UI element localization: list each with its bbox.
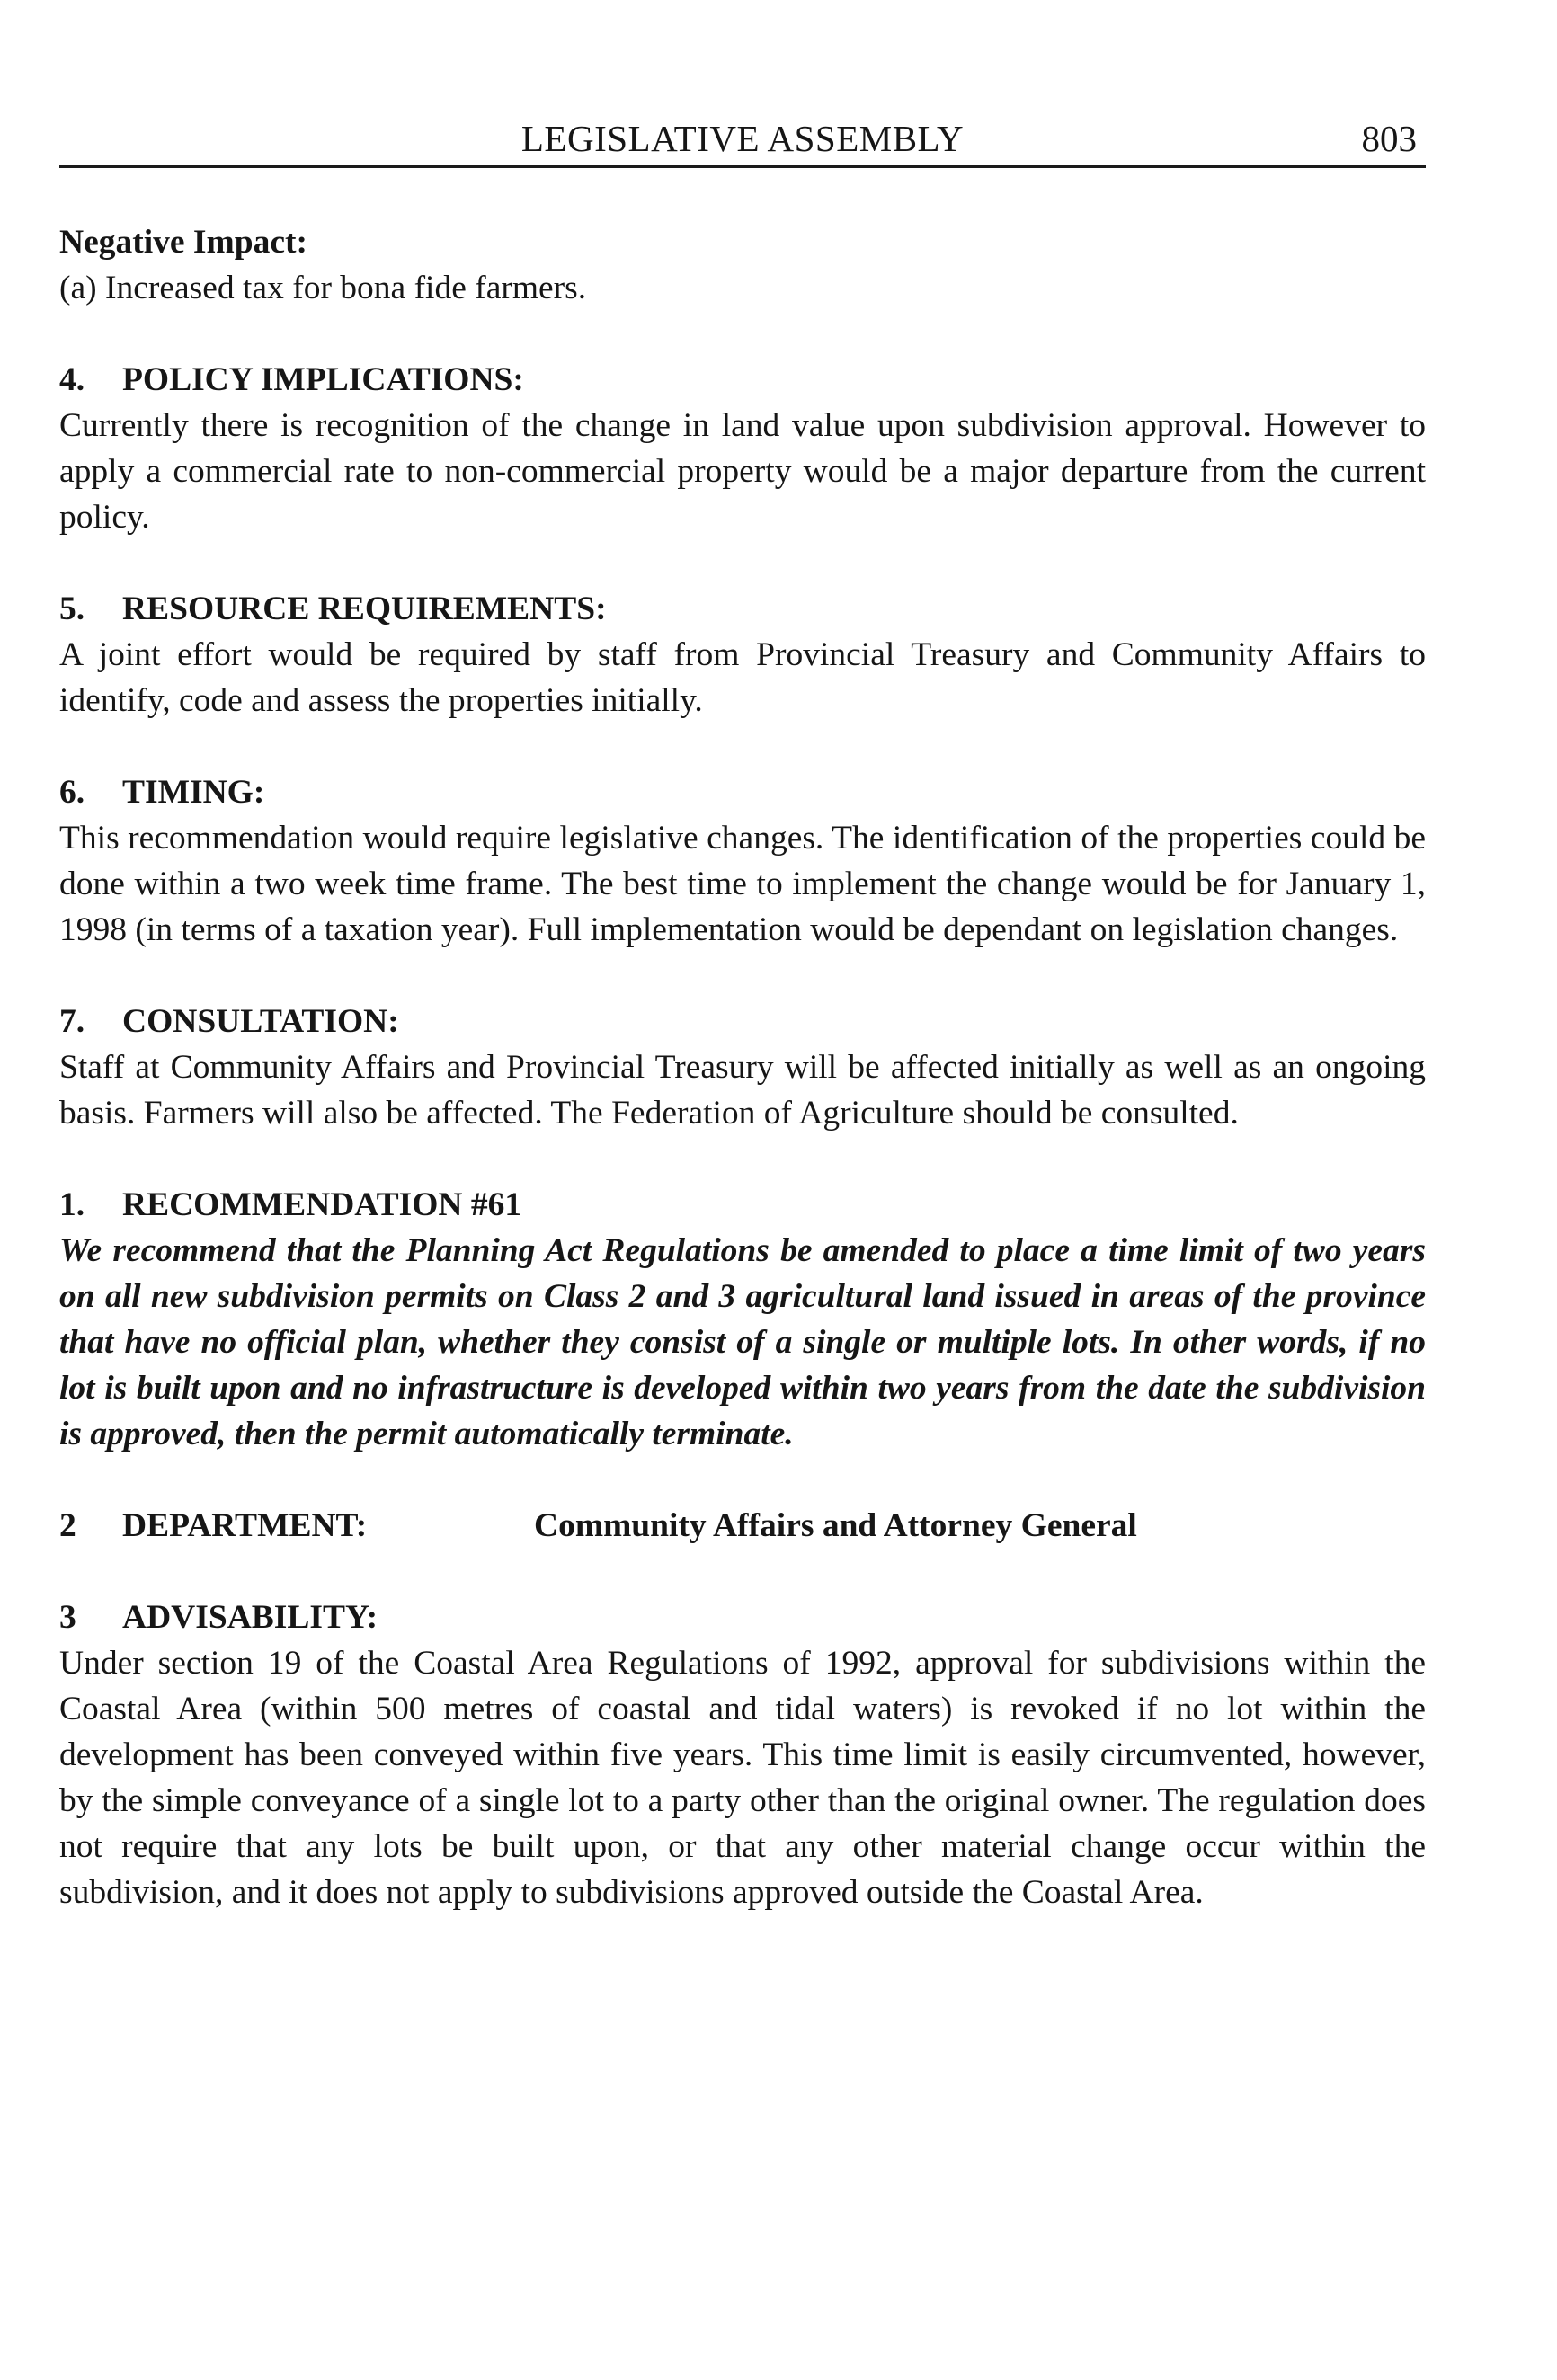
section-consultation	[59, 999, 1426, 1136]
section-recommendation	[59, 1182, 1426, 1457]
section-negative-impact	[59, 219, 1426, 311]
negative-impact-heading: Negative Impact:	[59, 224, 307, 261]
section-number: 6.	[59, 774, 85, 811]
resource-requirements-text: A joint effort would be required by staff from Provincial Treasury and Community Affairs to identify, code and assess the properties initially.	[59, 636, 1426, 719]
body-text	[59, 219, 1426, 1915]
document-page	[59, 108, 1426, 1911]
recommendation-text: We recommend that the Planning Act Regulations be amended to place a time limit of two years on all new subdivision permits on Class 2 and 3 agricultural land issued in areas of the province that have no official plan, whether they consist of a single or multiple lots. In other words, if no lot is built upon and no infrastructure is developed within two years from the date the subdivision is approved, then the permit automatically terminate.	[59, 1232, 1426, 1452]
advisability-heading	[59, 1594, 1426, 1640]
consultation-text: Staff at Community Affairs and Provincial Treasury will be affected initially as well as an ongoing basis. Farmers will also be affected. The Federation of Agriculture should be consulted.	[59, 1049, 1426, 1132]
running-header	[59, 108, 1426, 168]
section-number: 7.	[59, 1003, 85, 1040]
section-title: TIMING:	[122, 774, 265, 811]
advisability-text: Under section 19 of the Coastal Area Regulations of 1992, approval for subdivisions within the Coastal Area (within 500 metres of coastal and tidal waters) is revoked if no lot within the development has been conveyed within five years. This time limit is easily circumvented, however, by the simple conveyance of a single lot to a party other than the original owner. The regulation does not require that any lots be built upon, or that any other material change occur within the subdivision, and it does not apply to subdivisions approved outside the Coastal Area.	[59, 1645, 1426, 1911]
consultation-heading	[59, 999, 1426, 1044]
section-number: 4.	[59, 361, 85, 398]
section-number: 2	[59, 1507, 76, 1544]
section-policy-implications	[59, 357, 1426, 540]
department-line	[59, 1503, 1426, 1549]
department-value: Community Affairs and Attorney General	[534, 1507, 1137, 1544]
header-title: LEGISLATIVE ASSEMBLY	[520, 118, 965, 159]
section-title: RECOMMENDATION #61	[122, 1186, 522, 1223]
section-number: 3	[59, 1599, 76, 1636]
section-resource-requirements	[59, 586, 1426, 724]
recommendation-heading	[59, 1182, 1426, 1228]
department-label: DEPARTMENT:	[122, 1507, 368, 1544]
negative-impact-item: (a) Increased tax for bona fide farmers.	[59, 270, 587, 306]
timing-text: This recommendation would require legislative changes. The identification of the properties could be done within a two week time frame. The best time to implement the change would be for January 1, 1998 (in terms of a taxation year). Full implementation would be dependant on legislation changes.	[59, 820, 1426, 948]
timing-heading	[59, 769, 1426, 815]
section-title: CONSULTATION:	[122, 1003, 399, 1040]
section-title: RESOURCE REQUIREMENTS:	[122, 591, 607, 627]
section-title: POLICY IMPLICATIONS:	[122, 361, 524, 398]
policy-implications-heading	[59, 357, 1426, 403]
section-timing	[59, 769, 1426, 953]
page-number: 803	[1361, 118, 1417, 159]
section-department	[59, 1503, 1426, 1549]
section-number: 1.	[59, 1186, 85, 1223]
resource-requirements-heading	[59, 586, 1426, 632]
section-advisability	[59, 1594, 1426, 1915]
policy-implications-text: Currently there is recognition of the change in land value upon subdivision approval. However to apply a commercial rate to non-commercial property would be a major departure from the current policy.	[59, 407, 1426, 536]
section-number: 5.	[59, 591, 85, 627]
section-title: ADVISABILITY:	[122, 1599, 378, 1636]
